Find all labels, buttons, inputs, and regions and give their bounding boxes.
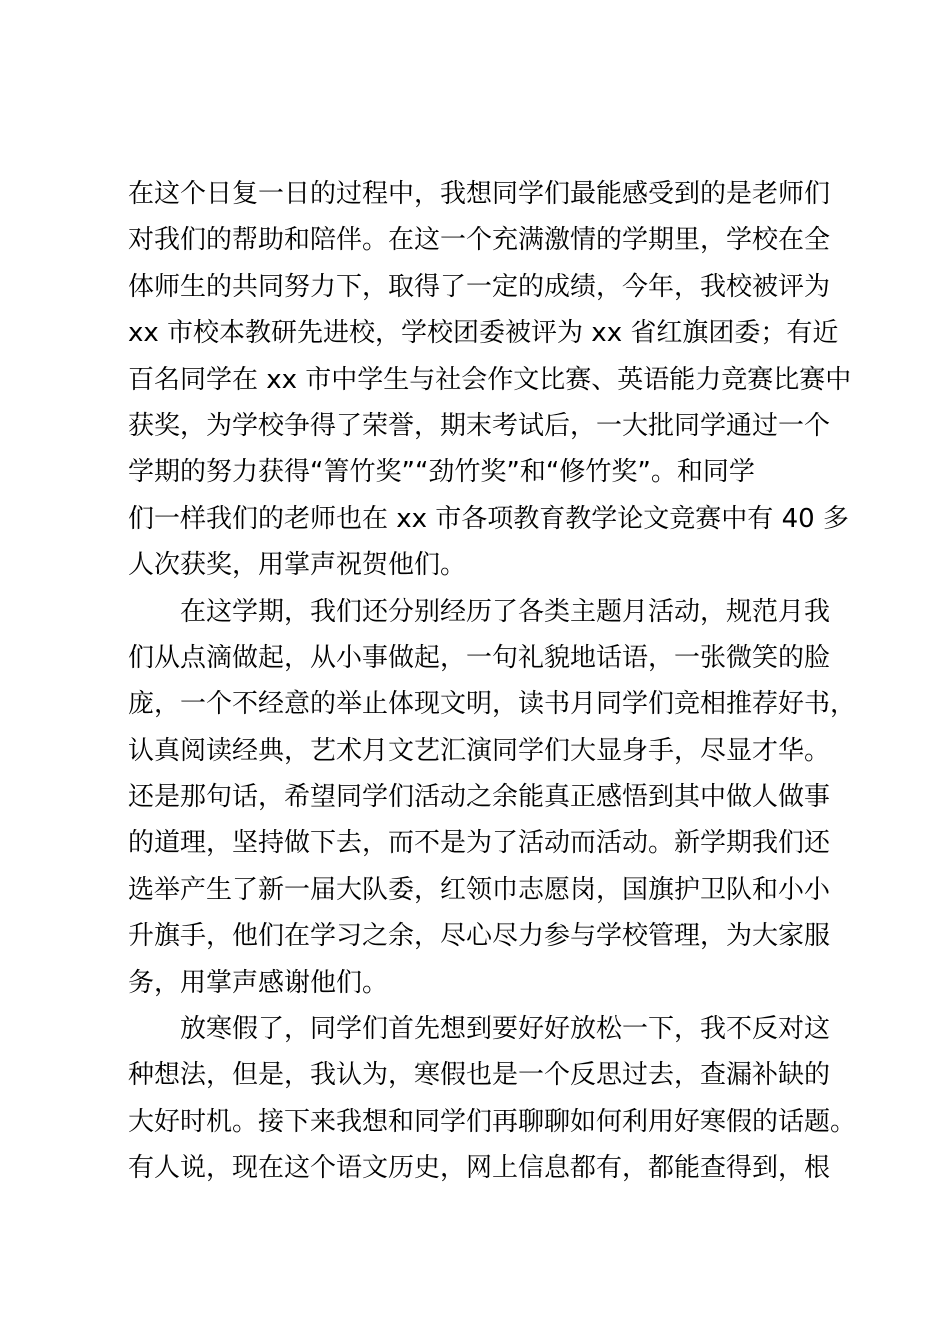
text-line: 人次获奖，用掌声祝贺他们。: [128, 550, 467, 581]
text-line: 有人说，现在这个语文历史，网上信息都有，都能查得到，根: [128, 1153, 831, 1184]
text-line: 的道理，坚持做下去，而不是为了活动而活动。新学期我们还: [128, 828, 831, 859]
text-line: 庞，一个不经意的举止体现文明，读书月同学们竞相推荐好书，: [128, 689, 857, 720]
text-line: 大好时机。接下来我想和同学们再聊聊如何利用好寒假的话题。: [128, 1106, 857, 1137]
text-line: 体师生的共同努力下，取得了一定的成绩，今年，我校被评为: [128, 271, 831, 302]
text-line: 认真阅读经典，艺术月文艺汇演同学们大显身手，尽显才华。: [128, 735, 831, 766]
text-line: xx 市校本教研先进校，学校团委被评为 xx 省红旗团委；有近: [128, 318, 839, 349]
body-text: [128, 171, 857, 1192]
text-line: 获奖，为学校争得了荣誉，期末考试后，一大批同学通过一个: [128, 410, 831, 441]
text-line: 在这个日复一日的过程中，我想同学们最能感受到的是老师们: [128, 179, 831, 209]
text-line: 们从点滴做起，从小事做起，一句礼貌地话语，一张微笑的脸: [128, 642, 831, 673]
text-line: 们一样我们的老师也在 xx 市各项教育教学论文竞赛中有 40 多: [128, 503, 849, 534]
text-line: 选举产生了新一届大队委，红领巾志愿岗，国旗护卫队和小小: [128, 874, 831, 905]
paragraph-start-line: 在这学期，我们还分别经历了各类主题月活动，规范月我: [180, 596, 831, 627]
text-line: 对我们的帮助和陪伴。在这一个充满激情的学期里，学校在全: [128, 225, 831, 256]
text-line: 种想法，但是，我认为，寒假也是一个反思过去，查漏补缺的: [128, 1060, 831, 1091]
text-line: 百名同学在 xx 市中学生与社会作文比赛、英语能力竞赛比赛中: [128, 364, 852, 395]
paragraph-start-line: 放寒假了，同学们首先想到要好好放松一下，我不反对这: [180, 1014, 831, 1045]
text-line: 务，用掌声感谢他们。: [128, 967, 389, 998]
text-line: 升旗手，他们在学习之余，尽心尽力参与学校管理，为大家服: [128, 921, 831, 952]
text-line: 学期的努力获得“箐竹奖”“劲竹奖”和“修竹奖”。和同学: [128, 457, 755, 488]
text-line: 还是那句话，希望同学们活动之余能真正感悟到其中做人做事: [128, 782, 831, 813]
